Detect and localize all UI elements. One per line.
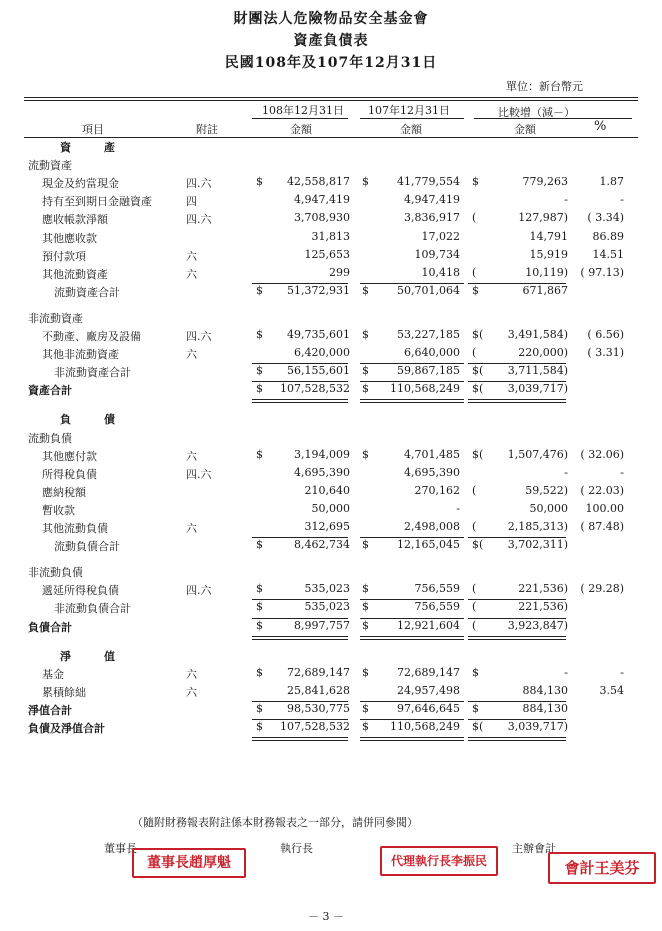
currency-mark-108: $ xyxy=(256,175,263,189)
currency-mark-108: $ xyxy=(256,665,263,679)
col-rule-108 xyxy=(252,118,348,119)
table-row xyxy=(0,466,662,484)
amount-107: 2,498,008 xyxy=(404,520,460,533)
percent-compare: - xyxy=(620,465,624,479)
signature-label-chairman: 董事長 xyxy=(104,842,137,855)
amount-108: 535,023 xyxy=(304,600,350,614)
percent-compare: ( 32.06) xyxy=(580,447,624,461)
row-label: 非流動資產合計 xyxy=(54,366,131,380)
currency-mark-compare: $ xyxy=(472,175,479,189)
sum-rule xyxy=(468,701,566,702)
currency-mark-108: $ xyxy=(256,364,263,378)
amount-compare: 779,263 xyxy=(522,175,568,189)
amount-108: 3,708,930 xyxy=(294,211,350,225)
amount-compare: 3,923,847) xyxy=(507,618,568,632)
row-note: 六 xyxy=(186,685,197,699)
percent-compare: ( 6.56) xyxy=(587,328,624,341)
amount-107: 756,559 xyxy=(414,600,460,614)
col-header-item: 項目 xyxy=(82,123,104,136)
amount-compare: 3,039,717) xyxy=(507,720,568,733)
double-rule xyxy=(468,636,566,640)
currency-mark-compare: $ xyxy=(472,665,479,679)
amount-compare: - xyxy=(564,193,568,207)
amount-107: 110,568,249 xyxy=(390,720,460,733)
currency-mark-compare: $( xyxy=(472,364,484,378)
col-header-amount-compare: 金額 xyxy=(514,123,536,136)
percent-compare: 100.00 xyxy=(585,501,624,515)
row-note: 四.六 xyxy=(186,467,212,481)
percent-compare: 1.87 xyxy=(599,175,624,189)
currency-mark-compare: $( xyxy=(472,538,484,552)
amount-compare: 220,000) xyxy=(518,346,568,360)
ceo-seal: 代理執行長李振民 xyxy=(380,846,498,876)
row-label: 資產合計 xyxy=(28,384,72,398)
amount-107: 24,957,498 xyxy=(397,683,460,697)
table-row xyxy=(0,502,662,520)
currency-mark-108: $ xyxy=(256,582,263,596)
amount-108: 72,689,147 xyxy=(287,665,350,679)
row-label: 非流動資產 xyxy=(28,311,83,325)
currency-mark-107: $ xyxy=(362,538,369,552)
percent-compare: 86.89 xyxy=(592,229,624,243)
table-row xyxy=(0,211,662,229)
sum-rule xyxy=(360,719,464,720)
row-note: 六 xyxy=(186,249,197,263)
currency-mark-108: $ xyxy=(256,701,263,715)
table-row xyxy=(0,538,662,556)
sum-rule xyxy=(252,599,348,600)
amount-compare: 1,507,476) xyxy=(507,447,568,461)
row-label: 其他應收款 xyxy=(42,231,97,245)
amount-107: 97,646,645 xyxy=(397,701,460,715)
currency-mark-107: $ xyxy=(362,582,369,596)
amount-108: 56,155,601 xyxy=(287,364,350,378)
amount-108: 8,997,757 xyxy=(294,618,350,632)
table-row xyxy=(0,382,662,400)
currency-mark-compare: ( xyxy=(472,483,477,497)
amount-107: 59,867,185 xyxy=(397,364,460,378)
row-label: 其他流動資產 xyxy=(42,267,108,281)
currency-mark-108: $ xyxy=(256,328,263,341)
amount-108: 4,947,419 xyxy=(294,193,350,207)
double-rule xyxy=(252,737,348,741)
currency-mark-107: $ xyxy=(362,175,369,189)
table-row xyxy=(0,328,662,346)
table-row xyxy=(0,284,662,302)
percent-compare: ( 87.48) xyxy=(580,520,624,533)
col-rule-compare xyxy=(474,118,632,119)
currency-mark-107: $ xyxy=(362,447,369,461)
sum-rule xyxy=(252,618,348,619)
currency-mark-107: $ xyxy=(362,618,369,632)
table-row xyxy=(0,684,662,702)
amount-compare: 884,130 xyxy=(522,683,568,697)
sum-rule xyxy=(468,283,566,284)
amount-compare: 3,702,311) xyxy=(507,538,568,552)
row-label: 其他流動負債 xyxy=(42,522,108,535)
sum-rule xyxy=(468,381,566,382)
row-note: 六 xyxy=(186,667,197,681)
currency-mark-compare: ( xyxy=(472,346,477,360)
sum-rule xyxy=(252,719,348,720)
percent-compare: ( 29.28) xyxy=(580,582,624,596)
currency-mark-compare: $ xyxy=(472,701,479,715)
row-label: 負債合計 xyxy=(28,620,72,634)
currency-mark-107: $ xyxy=(362,364,369,378)
sum-rule xyxy=(360,283,464,284)
amount-compare: 2,185,313) xyxy=(507,520,568,533)
amount-108: 125,653 xyxy=(304,247,350,261)
amount-compare: 127,987) xyxy=(518,211,568,225)
table-row xyxy=(0,248,662,266)
amount-compare: 14,791 xyxy=(529,229,568,243)
amount-compare: - xyxy=(564,465,568,479)
amount-107: 4,947,419 xyxy=(404,193,460,207)
amount-compare: 221,536) xyxy=(518,600,568,614)
sum-rule xyxy=(468,363,566,364)
table-row xyxy=(0,430,662,448)
amount-compare: 221,536) xyxy=(518,582,568,596)
col-header-108: 108年12月31日 xyxy=(262,104,344,117)
amount-107: 12,165,045 xyxy=(397,538,460,552)
table-row xyxy=(0,411,662,429)
row-label: 現金及約當現金 xyxy=(42,177,119,191)
table-row xyxy=(0,139,662,157)
currency-mark-compare: ( xyxy=(472,265,477,279)
row-note: 四.六 xyxy=(186,177,212,191)
header-bottom-rule xyxy=(24,137,638,138)
table-row xyxy=(0,600,662,618)
amount-compare: 50,000 xyxy=(529,501,568,515)
header-top-rule xyxy=(24,97,638,101)
amount-107: 17,022 xyxy=(421,229,460,243)
amount-compare: 15,919 xyxy=(529,247,568,261)
amount-107: 6,640,000 xyxy=(404,346,460,360)
amount-compare: - xyxy=(564,665,568,679)
sum-rule xyxy=(252,701,348,702)
row-label: 應納稅額 xyxy=(42,485,86,499)
percent-compare: 3.54 xyxy=(599,683,624,697)
currency-mark-compare: ( xyxy=(472,582,477,596)
table-row xyxy=(0,564,662,582)
table-row xyxy=(0,175,662,193)
col-rule-107 xyxy=(360,118,464,119)
amount-107: - xyxy=(456,501,460,515)
table-row xyxy=(0,520,662,538)
amount-108: 98,530,775 xyxy=(287,701,350,715)
amount-108: 6,420,000 xyxy=(294,346,350,360)
table-row xyxy=(0,230,662,248)
amount-107: 4,695,390 xyxy=(404,465,460,479)
row-note: 四 xyxy=(186,195,197,209)
sum-rule xyxy=(252,381,348,382)
amount-compare: 884,130 xyxy=(522,701,568,715)
amount-compare: 671,867 xyxy=(522,283,568,297)
double-rule xyxy=(252,636,348,640)
sum-rule xyxy=(468,719,566,720)
row-label: 負債及淨值合計 xyxy=(28,722,105,735)
amount-107: 53,227,185 xyxy=(397,328,460,341)
table-row xyxy=(0,582,662,600)
row-label: 流動負債合計 xyxy=(54,540,120,554)
row-label: 非流動負債 xyxy=(28,566,83,580)
amount-107: 10,418 xyxy=(421,265,460,279)
percent-compare: - xyxy=(620,665,624,679)
table-row xyxy=(0,193,662,211)
footnote-remark: （隨附財務報表附註係本財務報表之一部分，請併同參閱） xyxy=(132,816,418,829)
table-row xyxy=(0,157,662,175)
currency-mark-107: $ xyxy=(362,382,369,396)
amount-compare: 3,711,584) xyxy=(507,364,568,378)
row-note: 六 xyxy=(186,522,197,535)
row-note: 四.六 xyxy=(186,330,212,343)
double-rule xyxy=(252,399,348,403)
row-note: 四.六 xyxy=(186,213,212,227)
sum-rule xyxy=(468,599,566,600)
amount-108: 210,640 xyxy=(304,483,350,497)
signature-label-ceo: 執行長 xyxy=(280,842,313,855)
row-label: 不動產、廠房及設備 xyxy=(42,330,141,343)
amount-compare: 59,522) xyxy=(525,483,568,497)
statement-period: 民國108年及107年12月31日 xyxy=(224,55,438,71)
double-rule xyxy=(360,636,464,640)
amount-108: 49,735,601 xyxy=(287,328,350,341)
percent-compare: ( 3.31) xyxy=(587,346,624,360)
amount-compare: 10,119) xyxy=(525,265,568,279)
currency-mark-107: $ xyxy=(362,283,369,297)
sum-rule xyxy=(360,618,464,619)
currency-mark-108: $ xyxy=(256,600,263,614)
double-rule xyxy=(360,737,464,741)
table-row xyxy=(0,484,662,502)
amount-107: 72,689,147 xyxy=(397,665,460,679)
currency-mark-107: $ xyxy=(362,328,369,341)
col-header-compare: 比較增（減－） xyxy=(498,106,575,119)
currency-mark-compare: $( xyxy=(472,382,484,396)
row-note: 六 xyxy=(186,267,197,281)
currency-mark-107: $ xyxy=(362,701,369,715)
amount-compare: 3,491,584) xyxy=(507,328,568,341)
col-header-107: 107年12月31日 xyxy=(368,104,450,117)
amount-107: 756,559 xyxy=(414,582,460,596)
currency-mark-compare: ( xyxy=(472,618,477,632)
table-row xyxy=(0,648,662,666)
sum-rule xyxy=(252,537,348,538)
amount-107: 4,701,485 xyxy=(404,447,460,461)
currency-mark-107: $ xyxy=(362,665,369,679)
amount-108: 8,462,734 xyxy=(294,538,350,552)
sum-rule xyxy=(252,283,348,284)
col-header-amount-107: 金額 xyxy=(400,123,422,136)
amount-108: 4,695,390 xyxy=(294,465,350,479)
percent-compare: - xyxy=(620,193,624,207)
row-label: 其他非流動資產 xyxy=(42,348,119,362)
amount-108: 535,023 xyxy=(304,582,350,596)
amount-108: 312,695 xyxy=(304,520,350,533)
currency-mark-compare: ( xyxy=(472,600,477,614)
row-label: 預付款項 xyxy=(42,249,86,263)
col-header-amount-108: 金額 xyxy=(290,123,312,136)
table-row xyxy=(0,666,662,684)
currency-mark-108: $ xyxy=(256,382,263,396)
amount-108: 3,194,009 xyxy=(294,447,350,461)
row-label: 累積餘絀 xyxy=(42,685,86,699)
percent-compare: 14.51 xyxy=(592,247,624,261)
amount-108: 50,000 xyxy=(311,501,350,515)
amount-107: 12,921,604 xyxy=(397,618,460,632)
currency-mark-108: $ xyxy=(256,618,263,632)
col-header-percent: % xyxy=(594,119,607,134)
row-label: 遞延所得稅負債 xyxy=(42,584,119,598)
double-rule xyxy=(360,399,464,403)
currency-mark-compare: ( xyxy=(472,520,477,533)
amount-107: 270,162 xyxy=(414,483,460,497)
table-row xyxy=(0,310,662,328)
amount-107: 3,836,917 xyxy=(404,211,460,225)
currency-mark-compare: $( xyxy=(472,328,484,341)
amount-108: 42,558,817 xyxy=(287,175,350,189)
currency-mark-108: $ xyxy=(256,720,263,733)
row-label: 暫收款 xyxy=(42,503,75,517)
row-label: 其他應付款 xyxy=(42,449,97,463)
table-row xyxy=(0,266,662,284)
row-label: 流動資產合計 xyxy=(54,285,120,299)
row-note: 六 xyxy=(186,348,197,362)
currency-mark-108: $ xyxy=(256,538,263,552)
amount-108: 31,813 xyxy=(311,229,350,243)
row-note: 四.六 xyxy=(186,584,212,598)
amount-compare: 3,039,717) xyxy=(507,382,568,396)
table-row xyxy=(0,364,662,382)
row-label: 淨值合計 xyxy=(28,703,72,717)
statement-title: 資產負債表 xyxy=(293,33,369,49)
currency-mark-108: $ xyxy=(256,283,263,297)
row-label: 負 債 xyxy=(60,413,115,427)
table-row xyxy=(0,619,662,637)
row-label: 非流動負債合計 xyxy=(54,602,131,616)
table-row xyxy=(0,702,662,720)
sum-rule xyxy=(360,701,464,702)
sum-rule xyxy=(360,381,464,382)
row-label: 流動負債 xyxy=(28,431,72,445)
amount-107: 50,701,064 xyxy=(397,283,460,297)
double-rule xyxy=(468,737,566,741)
double-rule xyxy=(468,399,566,403)
currency-unit: 單位：新台幣元 xyxy=(506,80,583,93)
amount-108: 51,372,931 xyxy=(287,283,350,297)
amount-107: 110,568,249 xyxy=(390,382,460,396)
currency-mark-compare: ( xyxy=(472,211,477,225)
table-row xyxy=(0,448,662,466)
accountant-seal: 會計王美芬 xyxy=(548,852,656,884)
col-header-note: 附註 xyxy=(196,123,218,136)
currency-mark-compare: $ xyxy=(472,283,479,297)
row-label: 持有至到期日金融資產 xyxy=(42,195,152,209)
amount-108: 299 xyxy=(329,265,350,279)
amount-108: 107,528,532 xyxy=(280,382,350,396)
currency-mark-compare: $( xyxy=(472,720,484,733)
amount-107: 41,779,554 xyxy=(397,175,460,189)
sum-rule xyxy=(468,537,566,538)
row-label: 資 產 xyxy=(60,141,115,154)
sum-rule xyxy=(360,537,464,538)
currency-mark-108: $ xyxy=(256,447,263,461)
signature-label-accountant: 主辦會計 xyxy=(512,842,556,855)
row-note: 六 xyxy=(186,449,197,463)
organization-name: 財團法人危險物品安全基金會 xyxy=(233,11,429,27)
amount-108: 107,528,532 xyxy=(280,720,350,733)
table-row xyxy=(0,346,662,364)
row-label: 所得稅負債 xyxy=(42,467,97,481)
chairman-seal: 董事長趙厚魁 xyxy=(132,848,246,878)
row-label: 基金 xyxy=(42,667,64,681)
page-number: － 3 － xyxy=(308,910,344,923)
row-label: 淨 值 xyxy=(60,649,115,663)
row-label: 應收帳款淨額 xyxy=(42,213,108,227)
sum-rule xyxy=(252,363,348,364)
amount-107: 109,734 xyxy=(414,247,460,261)
currency-mark-107: $ xyxy=(362,600,369,614)
percent-compare: ( 22.03) xyxy=(580,483,624,497)
table-row xyxy=(0,720,662,738)
sum-rule xyxy=(360,363,464,364)
currency-mark-107: $ xyxy=(362,720,369,733)
amount-108: 25,841,628 xyxy=(287,683,350,697)
percent-compare: ( 97.13) xyxy=(580,265,624,279)
currency-mark-compare: $( xyxy=(472,447,484,461)
percent-compare: ( 3.34) xyxy=(587,211,624,225)
sum-rule xyxy=(468,618,566,619)
row-label: 流動資產 xyxy=(28,159,72,173)
sum-rule xyxy=(360,599,464,600)
